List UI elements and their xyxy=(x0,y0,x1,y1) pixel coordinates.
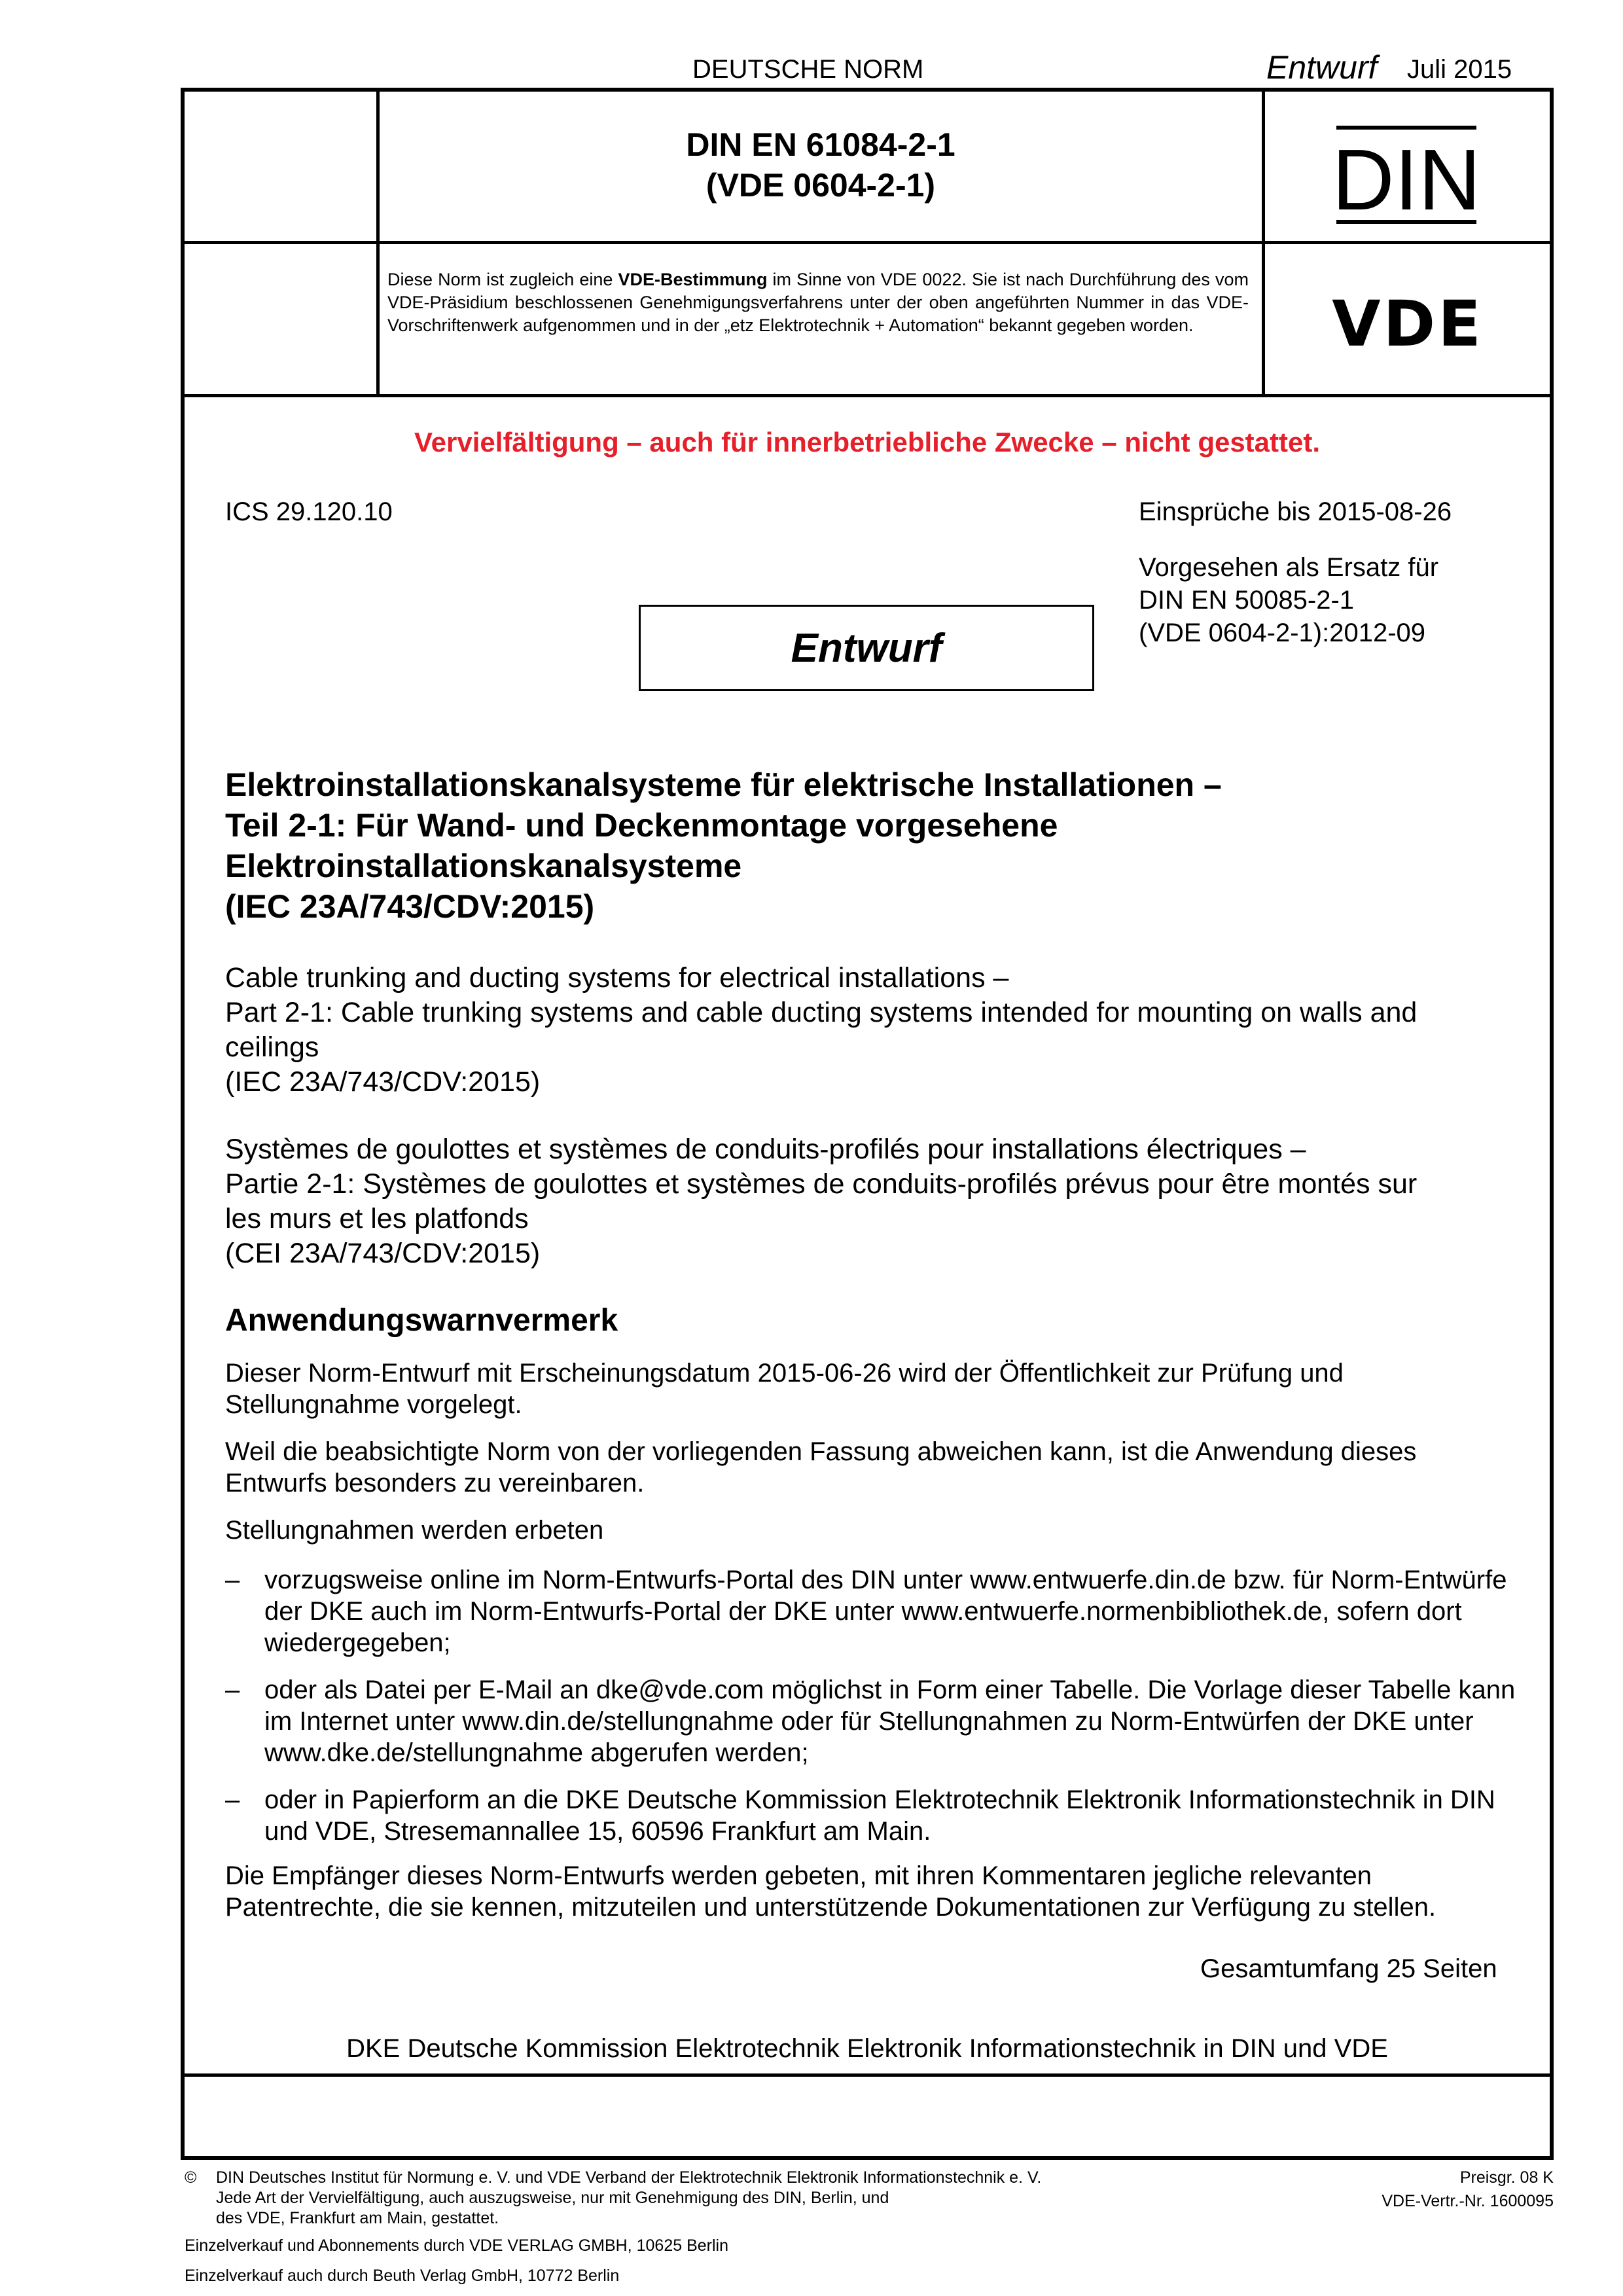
title-german-line-2: Teil 2-1: Für Wand- und Deckenmontage vorgesehene xyxy=(225,807,1058,844)
title-french-line-1: Systèmes de goulottes et systèmes de conduits-profilés pour installations électriques – xyxy=(225,1134,1306,1165)
title-german-line-1: Elektroinstallationskanalsysteme für elektrische Installationen – xyxy=(225,766,1222,803)
warning-paragraph-2: Weil die beabsichtigte Norm von der vorliegenden Fassung abweichen kann, ist die Anwendung dieses Entwurfs besonders zu vereinbaren. xyxy=(225,1437,1417,1498)
vde-logo-icon xyxy=(1313,293,1503,352)
title-english-line-2: Part 2-1: Cable trunking systems and cable ducting systems intended for mounting on walls and xyxy=(225,997,1418,1028)
copyright-line-3: des VDE, Frankfurt am Main, gestattet. xyxy=(216,2209,499,2227)
title-german xyxy=(225,764,1222,927)
bullet-dash-2: – xyxy=(225,1676,240,1704)
title-english-line-4: (IEC 23A/743/CDV:2015) xyxy=(225,1066,541,1098)
copyright-line-2: Jede Art der Vervielfältigung, auch auszugsweise, nur mit Genehmigung des DIN, Berlin, und xyxy=(216,2189,889,2207)
norm-type-label: DEUTSCHE NORM xyxy=(692,55,924,84)
replacement-line-2: DIN EN 50085-2-1 xyxy=(1139,586,1355,615)
vde-note xyxy=(387,268,1249,337)
replacement-line-1: Vorgesehen als Ersatz für xyxy=(1139,553,1439,582)
svg-text:DIN: DIN xyxy=(1336,132,1476,224)
title-english-line-3: ceilings xyxy=(225,1031,319,1063)
warning-paragraph-4: Die Empfänger dieses Norm-Entwurfs werden gebeten, mit ihren Kommentaren jegliche relevanten Patentrechte, die sie kennen, mitzuteilen und unterstützende Dokumentationen zur Verfügung zu stellen. xyxy=(225,1861,1436,1922)
ics-code: ICS 29.120.10 xyxy=(225,497,393,526)
bullet-item-2: oder als Datei per E-Mail an dke@vde.com möglichst in Form einer Tabelle. Die Vorlage dieser Tabelle kann im Internet unter www.din.de/stellungnahme oder für Stellungnahmen zu Norm-Entwürfen der DKE unter www.dke.de/stellungnahme abgerufen werden; xyxy=(264,1676,1516,1767)
warning-paragraph-1: Dieser Norm-Entwurf mit Erscheinungsdatum 2015-06-26 wird der Öffentlichkeit zur Prüfung und Stellungnahme vorgelegt. xyxy=(225,1359,1344,1419)
norm-number-vde: (VDE 0604-2-1) xyxy=(705,167,936,204)
objection-deadline: Einsprüche bis 2015-08-26 xyxy=(1139,497,1452,526)
price-group: Preisgr. 08 K xyxy=(1459,2168,1554,2187)
norm-number xyxy=(380,124,1262,206)
vde-logo xyxy=(1313,293,1503,352)
reproduction-notice: Vervielfältigung – auch für innerbetriebliche Zwecke – nicht gestattet. xyxy=(414,427,1321,457)
norm-number-din: DIN EN 61084-2-1 xyxy=(686,126,955,163)
page-frame xyxy=(181,88,1554,2160)
din-logo xyxy=(1336,126,1476,224)
copyright-symbol: © xyxy=(185,2168,197,2187)
draft-stamp-box xyxy=(639,605,1094,691)
vde-note-text-1: Diese Norm ist zugleich eine xyxy=(387,270,618,289)
sales-info-1: Einzelverkauf und Abonnements durch VDE VERLAG GMBH, 10625 Berlin xyxy=(185,2236,728,2255)
bullet-dash-1: – xyxy=(225,1566,240,1594)
divider-footer-top xyxy=(181,2073,1554,2077)
replacement-line-3: (VDE 0604-2-1):2012-09 xyxy=(1139,619,1426,647)
warning-heading: Anwendungswarnvermerk xyxy=(225,1303,618,1338)
title-german-line-3: Elektroinstallationskanalsysteme xyxy=(225,848,742,884)
vde-note-bold: VDE-Bestimmung xyxy=(618,270,768,289)
vde-note-text-2: im Sinne von VDE 0022. Sie ist nach Durchführung des vom VDE-Präsidium beschlossenen Genehmigungsverfahrens unter der oben angeführten Nummer in das VDE-Vorschriftenwerk aufgenommen und in der „etz Elektrotechnik + Automation“ bekannt gegeben worden. xyxy=(387,270,1249,335)
title-german-line-4: (IEC 23A/743/CDV:2015) xyxy=(225,888,595,925)
title-english-line-1: Cable trunking and ducting systems for electrical installations – xyxy=(225,962,1009,994)
divider-title-top xyxy=(181,241,1554,244)
entwurf-header-label: Entwurf xyxy=(1266,49,1378,86)
copyright-line-1: DIN Deutsches Institut für Normung e. V. und VDE Verband der Elektrotechnik Elektronik Informationstechnik e. V. xyxy=(216,2168,1042,2187)
issue-date: Juli 2015 xyxy=(1407,55,1512,84)
din-logo-icon xyxy=(1336,126,1476,224)
title-french-line-2: Partie 2-1: Systèmes de goulottes et systèmes de conduits-profilés prévus pour être montés sur xyxy=(225,1168,1418,1200)
title-french-line-4: (CEI 23A/743/CDV:2015) xyxy=(225,1238,541,1269)
replacement-info xyxy=(1139,551,1438,649)
bullet-dash-3: – xyxy=(225,1785,240,1814)
committee-name: DKE Deutsche Kommission Elektrotechnik Elektronik Informationstechnik in DIN und VDE xyxy=(346,2034,1388,2063)
title-french-line-3: les murs et les platfonds xyxy=(225,1203,529,1234)
warning-paragraph-3: Stellungnahmen werden erbeten xyxy=(225,1516,604,1545)
bullet-item-3: oder in Papierform an die DKE Deutsche Kommission Elektrotechnik Elektronik Informationstechnik in DIN und VDE, Stresemannallee 15, 60596 Frankfurt am Main. xyxy=(264,1785,1495,1846)
svg-text:VDE: VDE xyxy=(1332,293,1484,352)
title-french xyxy=(225,1132,1417,1271)
total-pages: Gesamtumfang 25 Seiten xyxy=(1200,1954,1497,1983)
bullet-item-1: vorzugsweise online im Norm-Entwurfs-Portal des DIN unter www.entwuerfe.din.de bzw. für Norm-Entwürfe der DKE auch im Norm-Entwurfs-Portal der DKE unter www.entwuerfe.normenbibliothek.de, sofern dort wiedergegeben; xyxy=(264,1566,1507,1657)
title-english xyxy=(225,961,1417,1100)
copyright-text xyxy=(216,2168,1263,2229)
vde-distribution-number: VDE-Vertr.-Nr. 1600095 xyxy=(1382,2192,1554,2210)
divider-title-bottom xyxy=(181,394,1554,397)
divider-right-column xyxy=(1262,88,1265,395)
sales-info-2: Einzelverkauf auch durch Beuth Verlag GmbH, 10772 Berlin xyxy=(185,2267,620,2285)
draft-stamp-text: Entwurf xyxy=(791,625,942,671)
